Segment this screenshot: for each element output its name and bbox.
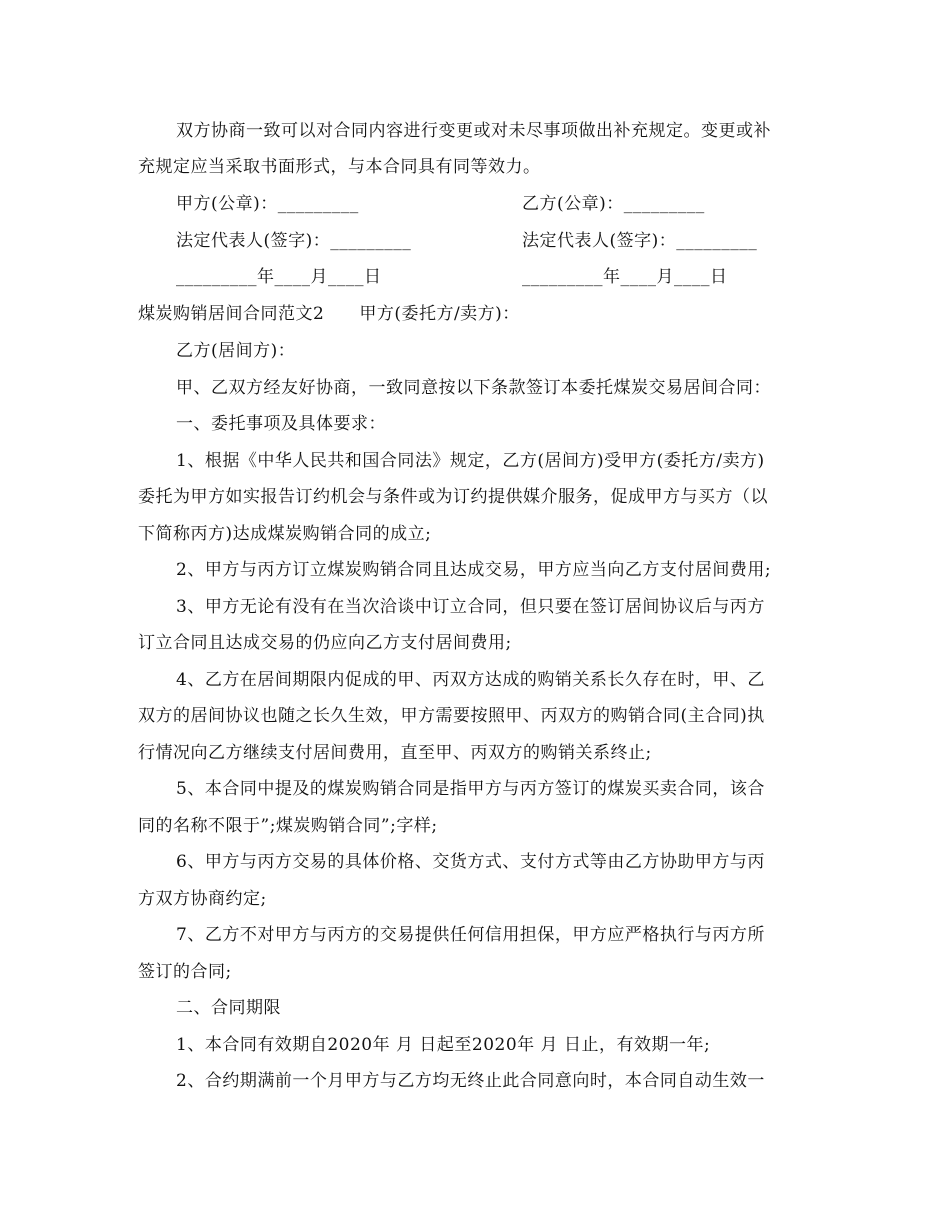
item-line: 同的名称不限于”;煤炭购销合同”;字样;	[138, 816, 438, 836]
paragraph-line: 充规定应当采取书面形式，与本合同具有同等效力。	[138, 157, 541, 177]
party-a-representative: 法定代表人(签字)：_________	[176, 231, 412, 251]
section-title: 二、合同期限	[176, 998, 281, 1018]
item-line: 4、乙方在居间期限内促成的甲、丙双方达成的购销关系长久存在时，甲、乙	[176, 670, 765, 690]
term-line: 2、合约期满前一个月甲方与乙方均无终止此合同意向时，本合同自动生效一	[176, 1071, 765, 1091]
intro-line: 甲、乙双方经友好协商，一致同意按以下条款签订本委托煤炭交易居间合同：	[176, 378, 771, 398]
party-a-seal: 甲方(公章)：_________	[176, 194, 359, 214]
contract-heading-line: 煤炭购销居间合同范文2 甲方(委托方/卖方)：	[138, 304, 520, 324]
party-a-date: _________年____月____日	[176, 267, 382, 287]
item-line: 2、甲方与丙方订立煤炭购销合同且达成交易，甲方应当向乙方支付居间费用;	[176, 560, 772, 580]
item-line: 1、根据《中华人民共和国合同法》规定，乙方(居间方)受甲方(委托方/卖方)	[176, 451, 765, 471]
section-title: 一、委托事项及具体要求：	[176, 414, 386, 434]
item-line: 方双方协商约定;	[138, 889, 267, 909]
item-line: 双方的居间协议也随之长久生效，甲方需要按照甲、丙双方的购销合同(主合同)执	[138, 706, 765, 726]
item-line: 订立合同且达成交易的仍应向乙方支付居间费用;	[138, 633, 512, 653]
paragraph-line: 双方协商一致可以对合同内容进行变更或对未尽事项做出补充规定。变更或补	[176, 121, 771, 141]
item-line: 签订的合同;	[138, 962, 232, 982]
item-line: 下简称丙方)达成煤炭购销合同的成立;	[138, 524, 432, 544]
item-line: 7、乙方不对甲方与丙方的交易提供任何信用担保，甲方应严格执行与丙方所	[176, 925, 765, 945]
term-line: 1、本合同有效期自2020年 月 日起至2020年 月 日止，有效期一年;	[176, 1035, 711, 1055]
item-line: 委托为甲方如实报告订约机会与条件或为订约提供媒介服务，促成甲方与买方（以	[138, 487, 768, 507]
item-line: 3、甲方无论有没有在当次洽谈中订立合同，但只要在签订居间协议后与丙方	[176, 597, 765, 617]
party-b-representative: 法定代表人(签字)：_________	[522, 231, 758, 251]
item-line: 5、本合同中提及的煤炭购销合同是指甲方与丙方签订的煤炭买卖合同，该合	[176, 779, 765, 799]
party-b-date: _________年____月____日	[522, 267, 728, 287]
item-line: 6、甲方与丙方交易的具体价格、交货方式、支付方式等由乙方协助甲方与丙	[176, 852, 765, 872]
party-b-line: 乙方(居间方)：	[176, 341, 296, 361]
item-line: 行情况向乙方继续支付居间费用，直至甲、丙双方的购销关系终止;	[138, 743, 652, 763]
party-b-seal: 乙方(公章)：_________	[522, 194, 705, 214]
